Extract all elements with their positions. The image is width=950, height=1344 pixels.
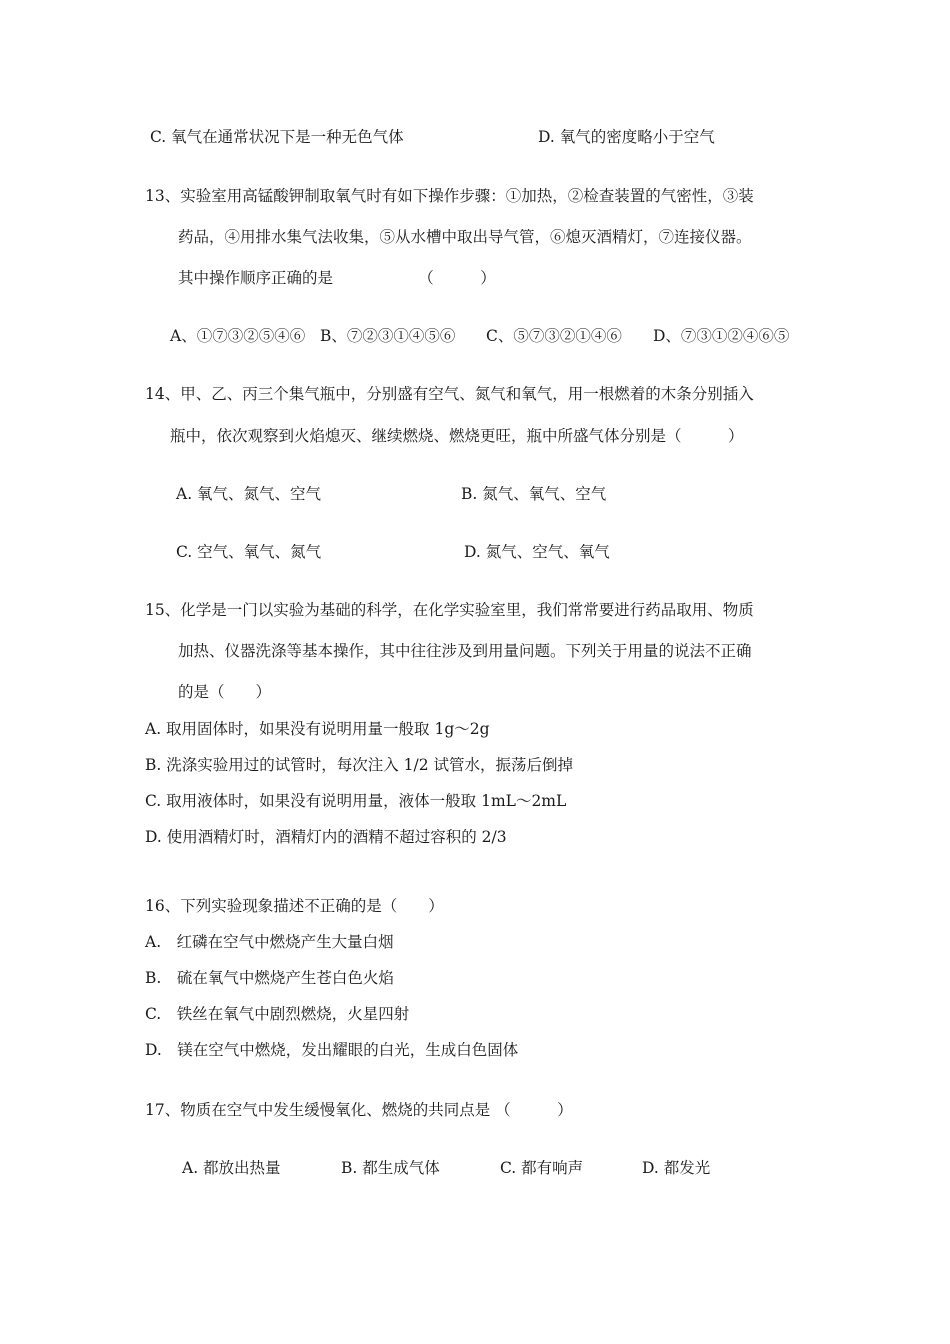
q16-option-d: D. 镁在空气中燃烧，发出耀眼的白光，生成白色固体 bbox=[145, 1041, 519, 1059]
q14-option-c: C. 空气、氧气、氮气 bbox=[176, 543, 322, 561]
q15-option-a: A. 取用固体时，如果没有说明用量一般取 1g～2g bbox=[145, 720, 490, 738]
q15-stem-line2: 加热、仪器洗涤等基本操作，其中往往涉及到用量问题。下列关于用量的说法不正确 bbox=[178, 642, 752, 660]
q17-option-b: B. 都生成气体 bbox=[341, 1159, 440, 1177]
q14-stem-line2: 瓶中，依次观察到火焰熄灭、继续燃烧、燃烧更旺，瓶中所盛气体分别是（ ） bbox=[170, 427, 744, 445]
q13-option-b: B、⑦②③①④⑤⑥ bbox=[320, 327, 456, 345]
q14-stem-line1: 14、甲、乙、丙三个集气瓶中，分别盛有空气、氮气和氧气，用一根燃着的木条分别插入 bbox=[145, 385, 754, 403]
q14-option-a: A. 氧气、氮气、空气 bbox=[176, 485, 322, 503]
q16-option-a: A. 红磷在空气中燃烧产生大量白烟 bbox=[145, 933, 394, 951]
q16-option-b: B. 硫在氧气中燃烧产生苍白色火焰 bbox=[145, 969, 394, 987]
q12-option-c: C. 氧气在通常状况下是一种无色气体 bbox=[150, 128, 404, 146]
q15-option-b: B. 洗涤实验用过的试管时，每次注入 1/2 试管水，振荡后倒掉 bbox=[145, 756, 574, 774]
q12-option-d: D. 氧气的密度略小于空气 bbox=[538, 128, 715, 146]
q17-stem: 17、物质在空气中发生缓慢氧化、燃烧的共同点是 （ ） bbox=[145, 1101, 573, 1119]
q17-option-a: A. 都放出热量 bbox=[182, 1159, 281, 1177]
q15-option-c: C. 取用液体时，如果没有说明用量，液体一般取 1mL～2mL bbox=[145, 792, 567, 810]
q17-option-c: C. 都有响声 bbox=[500, 1159, 584, 1177]
q13-option-a: A、①⑦③②⑤④⑥ bbox=[170, 327, 306, 345]
q16-option-c: C. 铁丝在氧气中剧烈燃烧，火星四射 bbox=[145, 1005, 410, 1023]
q15-option-d: D. 使用酒精灯时，酒精灯内的酒精不超过容积的 2/3 bbox=[145, 828, 507, 846]
q14-option-d: D. 氮气、空气、氧气 bbox=[464, 543, 610, 561]
q13-option-d: D、⑦③①②④⑥⑤ bbox=[653, 327, 790, 345]
q13-stem-line1: 13、实验室用高锰酸钾制取氧气时有如下操作步骤：①加热，②检查装置的气密性，③装 bbox=[145, 187, 754, 205]
q15-stem-line3: 的是（ ） bbox=[178, 683, 272, 701]
q15-stem-line1: 15、化学是一门以实验为基础的科学，在化学实验室里，我们常常要进行药品取用、物质 bbox=[145, 601, 754, 619]
q13-option-c: C、⑤⑦③②①④⑥ bbox=[486, 327, 622, 345]
q14-option-b: B. 氮气、氧气、空气 bbox=[461, 485, 607, 503]
q17-option-d: D. 都发光 bbox=[642, 1159, 711, 1177]
q13-stem-line2: 药品，④用排水集气法收集，⑤从水槽中取出导气管，⑥熄灭酒精灯，⑦连接仪器。 bbox=[178, 228, 752, 246]
q13-stem-line3: 其中操作顺序正确的是 （ ） bbox=[178, 269, 496, 287]
q16-stem: 16、下列实验现象描述不正确的是（ ） bbox=[145, 897, 444, 915]
